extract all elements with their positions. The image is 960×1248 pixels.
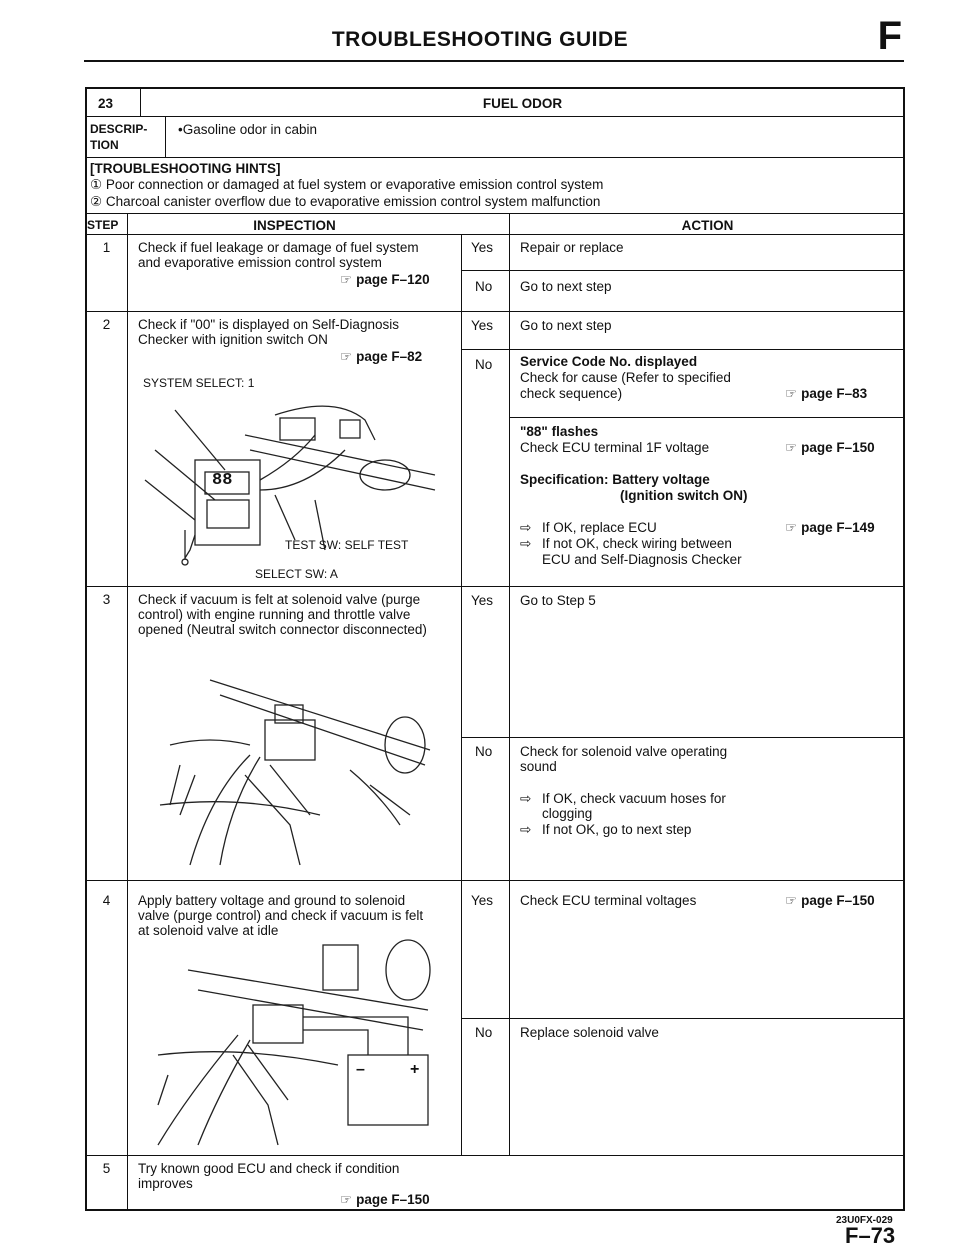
action-text: Go to next step <box>520 318 612 333</box>
result-line: ⇨ If OK, replace ECU <box>520 520 657 535</box>
inspection-text: Checker with ignition switch ON <box>138 332 328 347</box>
inspection-text: Try known good ECU and check if condition <box>138 1161 400 1176</box>
battery-plus: + <box>410 1061 420 1078</box>
inspection-text: Check if fuel leakage or damage of fuel system <box>138 240 419 255</box>
hint-item: ① Poor connection or damaged at fuel system or evaporative emission control system <box>90 177 604 192</box>
inspection-text: Check if vacuum is felt at solenoid valve (purge <box>138 592 421 607</box>
hints-title: [TROUBLESHOOTING HINTS] <box>90 161 281 176</box>
action-text: Check for cause (Refer to specified <box>520 370 731 385</box>
action-text: Go to Step 5 <box>520 593 596 608</box>
description-label-line1: DESCRIP- <box>90 122 148 136</box>
step-number: 1 <box>102 240 111 255</box>
page-ref-icon: ☞ <box>785 386 798 401</box>
no-label: No <box>475 279 493 294</box>
yes-label: Yes <box>471 893 494 908</box>
header-rule <box>84 60 904 62</box>
inspection-text: opened (Neutral switch connector disconnected) <box>138 622 427 637</box>
solenoid-valve-figure <box>150 665 450 870</box>
action-text: Check ECU terminal voltages <box>520 893 697 908</box>
result-line-cont: clogging <box>542 806 593 821</box>
arrow-right-icon: ⇨ <box>520 536 532 551</box>
column-header-action: ACTION <box>681 218 734 233</box>
column-header-inspection: INSPECTION <box>253 218 336 233</box>
inspection-text: improves <box>138 1176 193 1191</box>
page-reference: ☞ page F–120 <box>340 272 430 287</box>
hint-item: ② Charcoal canister overflow due to evaporative emission control system malfunction <box>90 194 601 209</box>
step-number: 4 <box>102 893 111 908</box>
column-header-step: STEP <box>87 218 119 232</box>
figure-label: SELECT SW: A <box>255 567 338 581</box>
inspection-text: Check if "00" is displayed on Self-Diagnosis <box>138 317 399 332</box>
no-label: No <box>475 1025 493 1040</box>
arrow-right-icon: ⇨ <box>520 822 532 837</box>
inspection-text: at solenoid valve at idle <box>138 923 279 938</box>
result-line-cont: ECU and Self-Diagnosis Checker <box>542 552 742 567</box>
page-reference: ☞ page F–150 <box>340 1192 430 1207</box>
result-line: ⇨ If not OK, check wiring between <box>520 536 732 551</box>
inspection-text: and evaporative emission control system <box>138 255 382 270</box>
page-reference: ☞ page F–149 <box>785 520 875 535</box>
inspection-text: control) with engine running and throttle valve <box>138 607 411 622</box>
action-text: Go to next step <box>520 279 612 294</box>
no-label: No <box>475 357 493 372</box>
specification-text: Specification: Battery voltage <box>520 472 710 487</box>
yes-label: Yes <box>471 593 494 608</box>
battery-minus: – <box>356 1061 365 1078</box>
page-reference: ☞ page F–82 <box>340 349 423 364</box>
page-reference: ☞ page F–83 <box>785 386 868 401</box>
page-reference: ☞ page F–150 <box>785 893 875 908</box>
action-text: Check ECU terminal 1F voltage <box>520 440 710 455</box>
yes-label: Yes <box>471 318 494 333</box>
step-number: 2 <box>102 317 111 332</box>
page-ref-icon: ☞ <box>340 1192 353 1207</box>
page-ref-icon: ☞ <box>785 520 798 535</box>
step-number: 5 <box>102 1161 111 1176</box>
page-title: TROUBLESHOOTING GUIDE <box>331 28 629 51</box>
arrow-right-icon: ⇨ <box>520 791 532 806</box>
problem-title: FUEL ODOR <box>482 96 563 111</box>
page-number: F–73 <box>845 1223 896 1248</box>
action-text: Repair or replace <box>520 240 624 255</box>
figure-label: SYSTEM SELECT: 1 <box>143 376 255 390</box>
no-label: No <box>475 744 493 759</box>
inspection-text: valve (purge control) and check if vacuum is felt <box>138 908 424 923</box>
checker-display: 88 <box>212 471 233 490</box>
result-line: ⇨ If not OK, go to next step <box>520 822 692 837</box>
step-number: 3 <box>102 592 111 607</box>
figure-code: 23U0FX-029 <box>836 1215 893 1226</box>
page-reference: ☞ page F–150 <box>785 440 875 455</box>
page-ref-icon: ☞ <box>785 893 798 908</box>
action-text: Replace solenoid valve <box>520 1025 659 1040</box>
page-ref-icon: ☞ <box>785 440 798 455</box>
specification-condition: (Ignition switch ON) <box>620 488 748 503</box>
section-letter: F <box>877 14 902 58</box>
figure-label: TEST SW: SELF TEST <box>285 538 409 552</box>
action-text: sound <box>520 759 557 774</box>
inspection-text: Apply battery voltage and ground to solenoid <box>138 893 406 908</box>
description-label-line2: TION <box>90 138 119 152</box>
result-line: ⇨ If OK, check vacuum hoses for <box>520 791 726 806</box>
action-text: Check for solenoid valve operating <box>520 744 728 759</box>
arrow-right-icon: ⇨ <box>520 520 532 535</box>
page-ref-icon: ☞ <box>340 349 353 364</box>
problem-number: 23 <box>98 96 114 111</box>
battery-test-figure <box>138 935 453 1150</box>
page-ref-icon: ☞ <box>340 272 353 287</box>
action-text: check sequence) <box>520 386 623 401</box>
yes-label: Yes <box>471 240 494 255</box>
service-code-heading: Service Code No. displayed <box>520 354 698 369</box>
description-text: •Gasoline odor in cabin <box>178 122 318 137</box>
flash-heading: "88" flashes <box>520 424 599 439</box>
